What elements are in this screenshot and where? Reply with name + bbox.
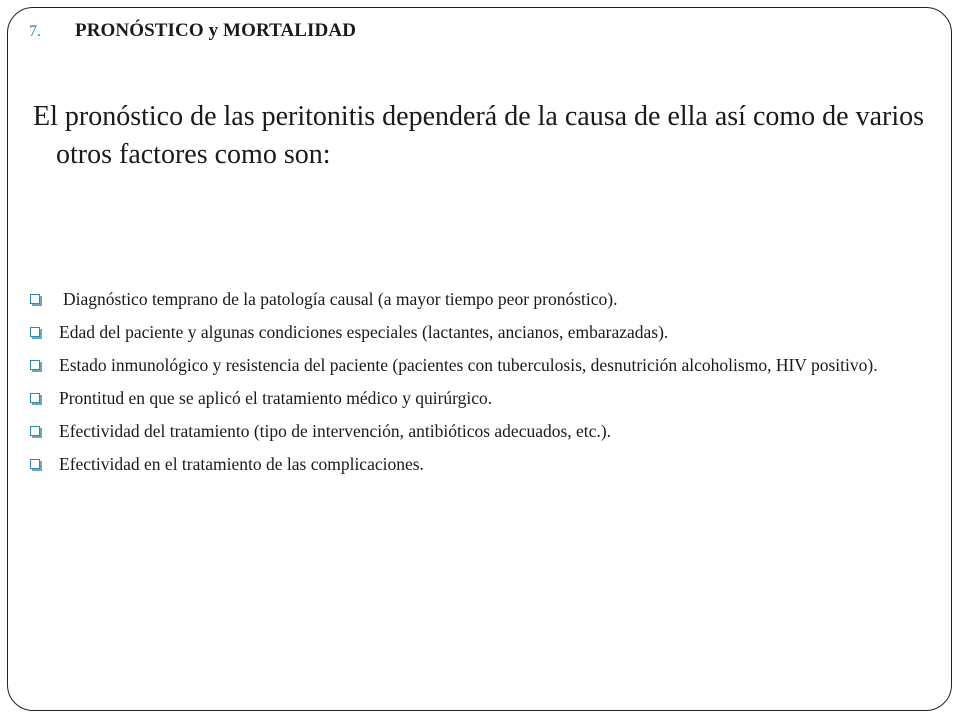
list-item-text: Edad del paciente y algunas condiciones especiales (lactantes, ancianos, embarazadas). [59, 322, 669, 342]
list-item-text: Efectividad en el tratamiento de las complicaciones. [59, 454, 424, 474]
list-item [29, 387, 939, 410]
square-bullet-icon [30, 360, 40, 370]
square-bullet-icon [30, 294, 40, 304]
section-heading [29, 20, 356, 42]
heading-number: 7. [29, 23, 41, 40]
list-item [29, 420, 939, 443]
intro-paragraph: El pronóstico de las peritonitis dependerá de la causa de ella así como de varios otros factores como son: [33, 101, 925, 170]
list-item [29, 288, 939, 311]
square-bullet-icon [30, 393, 40, 403]
square-bullet-icon [30, 426, 40, 436]
heading-title: PRONÓSTICO y MORTALIDAD [75, 20, 357, 41]
square-bullet-icon [30, 459, 40, 469]
list-item [29, 321, 939, 344]
list-item [29, 354, 939, 377]
list-item-text: Prontitud en que se aplicó el tratamiento médico y quirúrgico. [59, 388, 493, 408]
list-item [29, 453, 939, 476]
square-bullet-icon [30, 327, 40, 337]
list-item-text: Diagnóstico temprano de la patología causal (a mayor tiempo peor pronóstico). [63, 289, 618, 309]
factor-list [29, 288, 939, 486]
list-item-text: Efectividad del tratamiento (tipo de intervención, antibióticos adecuados, etc.). [59, 421, 612, 441]
list-item-text: Estado inmunológico y resistencia del paciente (pacientes con tuberculosis, desnutrición alcoholismo, HIV positivo). [59, 355, 878, 375]
